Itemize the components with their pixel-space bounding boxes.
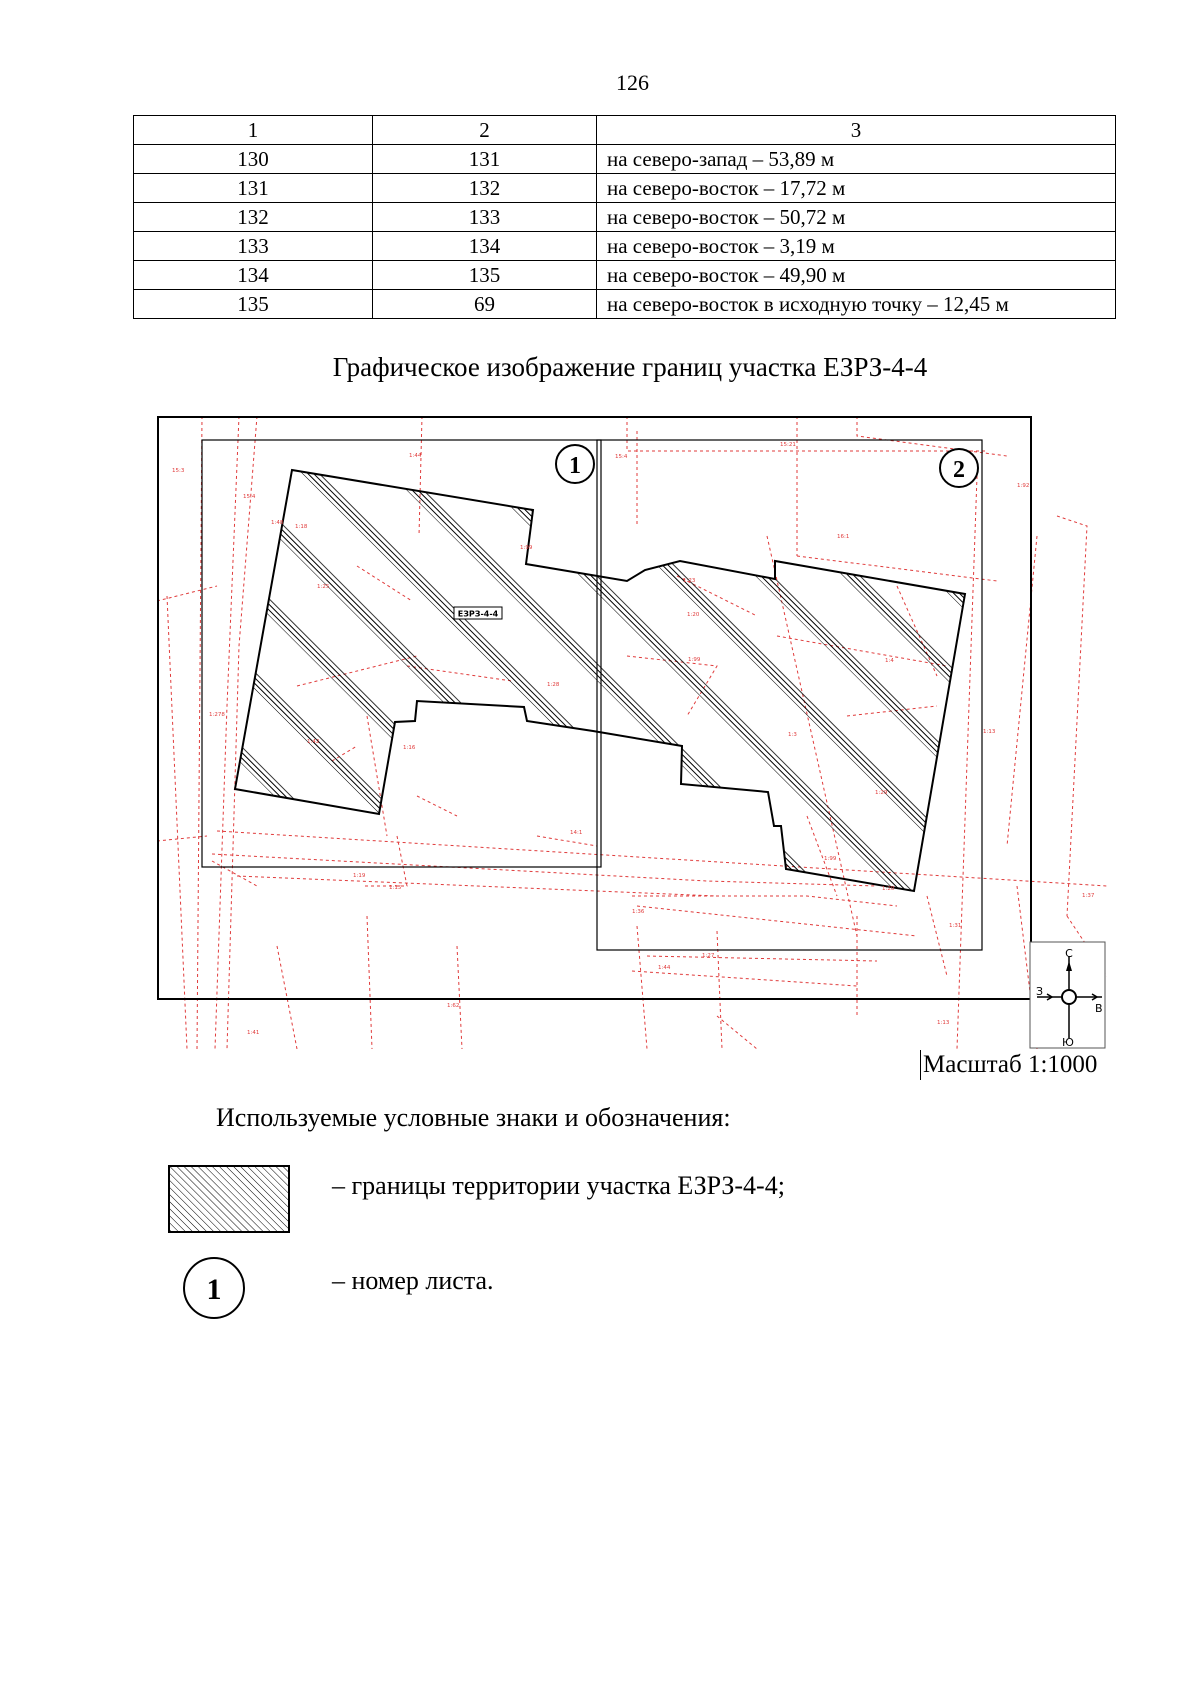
parcel-label: 1:23 bbox=[683, 578, 696, 584]
table-cell-from: 130 bbox=[134, 145, 373, 174]
parcel-label: 1:15 bbox=[389, 885, 402, 891]
parcel-label: 1:19 bbox=[353, 873, 366, 879]
parcel-label: 1:48 bbox=[271, 520, 284, 526]
legend-sheet-label: – номер листа. bbox=[332, 1266, 494, 1295]
parcel-label: 15:4 bbox=[243, 494, 256, 500]
legend-hatch-label: – границы территории участка ЕЗРЗ-4-4; bbox=[332, 1171, 785, 1200]
table-cell-from: 131 bbox=[134, 174, 373, 203]
parcel-label: 1:13 bbox=[983, 729, 996, 735]
parcel-label: 14:1 bbox=[570, 830, 583, 836]
table-cell-to: 135 bbox=[373, 261, 597, 290]
map-caption: Графическое изображение границ участка ЕЗРЗ-4-4 bbox=[332, 352, 928, 382]
table-cell-to: 132 bbox=[373, 174, 597, 203]
parcel-label: 1:99 bbox=[824, 856, 837, 862]
map-scale: Масштаб 1:1000 bbox=[920, 1050, 1097, 1080]
page-number: 126 bbox=[616, 70, 649, 95]
table-cell-direction: на северо-восток – 17,72 м bbox=[597, 174, 1116, 203]
parcel-label: 1:41 bbox=[247, 1030, 260, 1036]
legend-sheet-marker bbox=[182, 1256, 246, 1320]
table-cell-to: 131 bbox=[373, 145, 597, 174]
parcel-label: 1:92 bbox=[1017, 483, 1030, 489]
parcel-label: 1:13 bbox=[937, 1020, 950, 1026]
table-cell-to: 133 bbox=[373, 203, 597, 232]
parcel-label: 1:25 bbox=[317, 584, 330, 590]
plot-label-box bbox=[454, 607, 502, 619]
legend-sheet-number: 1 bbox=[206, 1273, 222, 1306]
parcel-label: 1:20 bbox=[687, 612, 700, 618]
table-header-cell: 2 bbox=[373, 116, 597, 145]
table-row bbox=[134, 261, 1116, 290]
parcel-label: 1:99 bbox=[520, 545, 533, 551]
table-row bbox=[134, 174, 1116, 203]
parcel-label: 1:3 bbox=[788, 732, 797, 738]
table-cell-from: 132 bbox=[134, 203, 373, 232]
table-cell-from: 133 bbox=[134, 232, 373, 261]
table-row bbox=[134, 232, 1116, 261]
table-row bbox=[134, 203, 1116, 232]
sheet-1-number: 1 bbox=[569, 453, 581, 479]
parcel-label: 1:36 bbox=[632, 909, 645, 915]
parcel-label: 1:20 bbox=[882, 886, 895, 892]
parcel-label: 15:4 bbox=[615, 454, 628, 460]
table-header-cell: 1 bbox=[134, 116, 373, 145]
table-cell-from: 135 bbox=[134, 290, 373, 319]
sheet-2-number: 2 bbox=[953, 457, 965, 483]
table-cell-direction: на северо-запад – 53,89 м bbox=[597, 145, 1116, 174]
parcel-label: 15:21 bbox=[780, 442, 796, 448]
parcel-label: 1:278 bbox=[209, 712, 225, 718]
parcel-label: 1:27 bbox=[702, 953, 715, 959]
table-cell-direction: на северо-восток – 3,19 м bbox=[597, 232, 1116, 261]
parcel-label: 1:16 bbox=[403, 745, 416, 751]
boundary-map bbox=[157, 416, 1107, 1049]
plot-label: ЕЗРЗ-4-4 bbox=[457, 609, 499, 619]
table-cell-direction: на северо-восток в исходную точку – 12,45 м bbox=[597, 290, 1116, 319]
table-cell-from: 134 bbox=[134, 261, 373, 290]
table-cell-to: 69 bbox=[373, 290, 597, 319]
table-cell-to: 134 bbox=[373, 232, 597, 261]
table-cell-direction: на северо-восток – 50,72 м bbox=[597, 203, 1116, 232]
table-header-cell: 3 bbox=[597, 116, 1116, 145]
table-cell-direction: на северо-восток – 49,90 м bbox=[597, 261, 1116, 290]
compass-east: В bbox=[1095, 1002, 1103, 1015]
parcel-label: 1:42 bbox=[307, 739, 320, 745]
parcel-label: 1:44 bbox=[409, 453, 422, 459]
compass-north: С bbox=[1065, 947, 1073, 960]
parcel-label: 1:29 bbox=[875, 790, 888, 796]
legend-hatch-swatch bbox=[168, 1165, 290, 1233]
table-row bbox=[134, 290, 1116, 319]
parcel-label: 1:31 bbox=[949, 923, 962, 929]
parcel-label: 1:62 bbox=[447, 1003, 460, 1009]
parcel-label: 1:18 bbox=[295, 524, 308, 530]
parcel-label: 1:28 bbox=[547, 682, 560, 688]
legend-title: Используемые условные знаки и обозначения: bbox=[216, 1103, 731, 1132]
parcel-label: 1:4 bbox=[885, 658, 894, 664]
compass-rose bbox=[1030, 942, 1105, 1049]
parcel-label: 1:37 bbox=[1082, 893, 1095, 899]
sheet-2-marker bbox=[940, 449, 978, 487]
table-header-row bbox=[134, 116, 1116, 145]
compass-west: З bbox=[1036, 985, 1044, 998]
table-row bbox=[134, 145, 1116, 174]
compass-south: Ю bbox=[1062, 1036, 1074, 1049]
parcel-label: 1:44 bbox=[658, 965, 671, 971]
parcel-label: 15:3 bbox=[172, 468, 185, 474]
parcel-label: 16:1 bbox=[837, 534, 850, 540]
sheet-1-marker bbox=[556, 445, 594, 483]
parcel-label: 1:99 bbox=[688, 657, 701, 663]
boundary-table bbox=[133, 115, 1116, 319]
